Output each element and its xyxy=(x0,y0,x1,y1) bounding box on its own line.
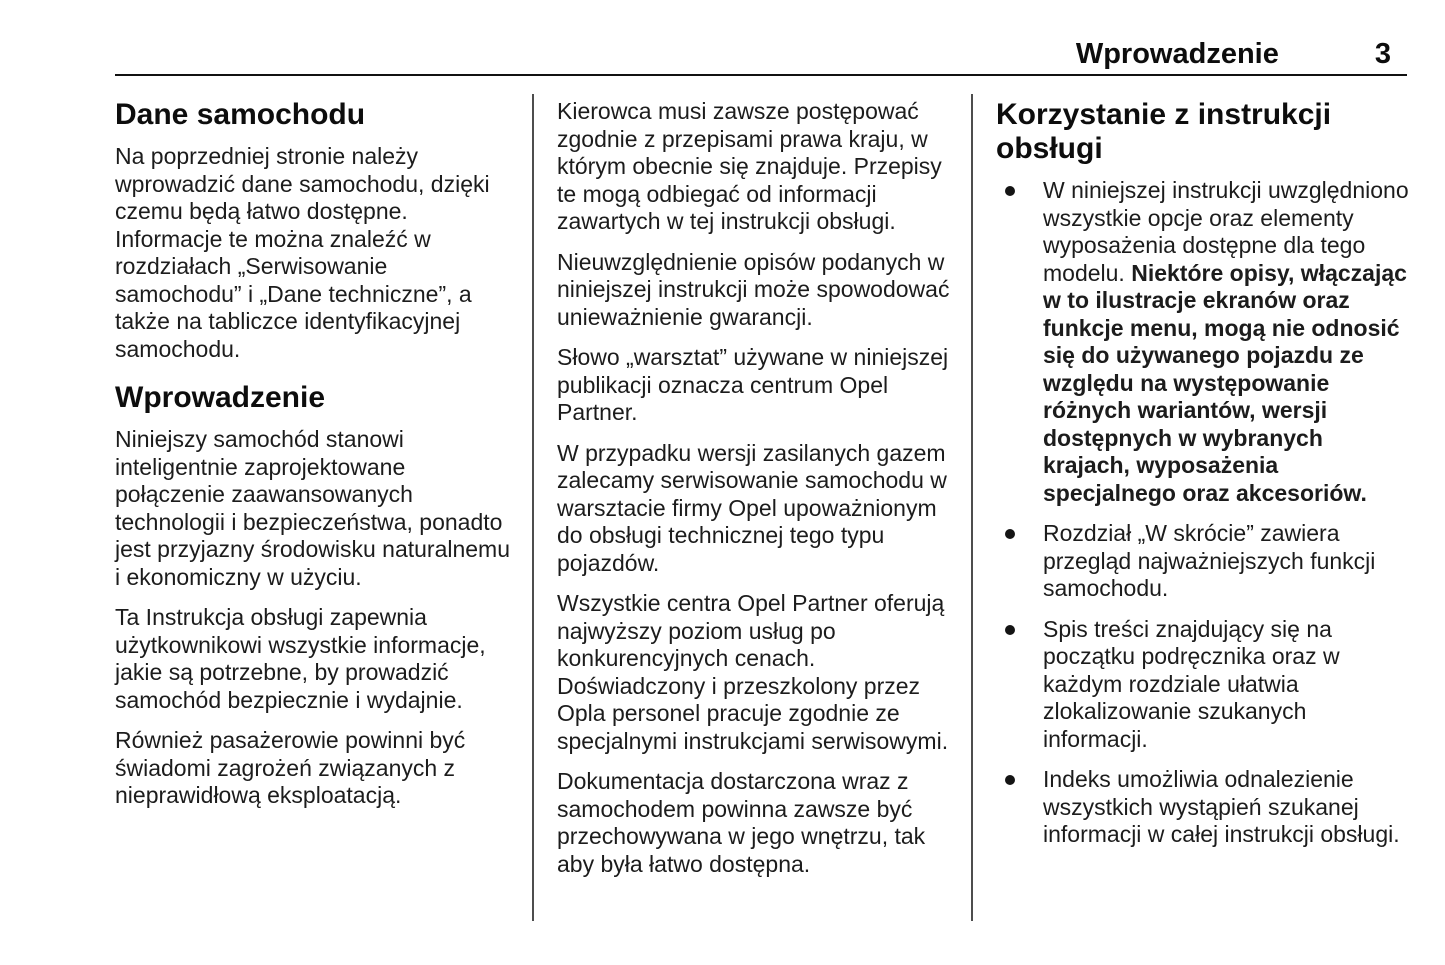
page-header xyxy=(115,38,1405,71)
section-heading: Wprowadzenie xyxy=(115,381,326,414)
page-number: 3 xyxy=(1374,38,1391,70)
bullet-item xyxy=(996,520,1414,603)
text-run: Spis treści znajdujący się na początku podręcznika oraz w każdym rozdziale ułatwia zlokalizowanie szukanych informacji. xyxy=(1043,615,1340,752)
column-middle xyxy=(557,98,961,891)
paragraph: Niniejszy samochód stanowi inteligentnie zaprojektowane połączenie zaawansowanych technologii i bezpieczeństwa, ponadto jest przyjazny środowisku naturalnemu i ekonomiczny w użyciu. xyxy=(115,426,511,590)
bullet-icon xyxy=(1005,529,1015,539)
paragraph: Nieuwzględnienie opisów podanych w niniejszej instrukcji może spowodować unieważnienie gwarancji. xyxy=(557,248,950,330)
column-right xyxy=(996,98,1414,862)
header-rule xyxy=(115,74,1407,76)
paragraph: Również pasażerowie powinni być świadomi zagrożeń związanych z nieprawidłową eksploatacją. xyxy=(115,727,466,808)
bullet-text xyxy=(1043,616,1414,754)
section-heading: Korzystanie z instrukcji obsługi xyxy=(996,98,1332,165)
running-title: Wprowadzenie xyxy=(1075,38,1279,70)
column-divider-2 xyxy=(971,94,973,921)
bullet-icon xyxy=(1005,775,1015,785)
bullet-icon xyxy=(1005,186,1015,196)
paragraph: W przypadku wersji zasilanych gazem zalecamy serwisowanie samochodu w warsztacie firmy Opel upoważnionym do obsługi technicznej tego typu pojazdów. xyxy=(557,439,947,576)
bullet-icon xyxy=(1005,625,1015,635)
paragraph: Kierowca musi zawsze postępować zgodnie z przepisami prawa kraju, w którym obecnie się znajduje. Przepisy te mogą odbiegać od informacji zawartych w tej instrukcji obsługi. xyxy=(557,98,942,234)
paragraph: Dokumentacja dostarczona wraz z samochodem powinna zawsze być przechowywana w jego wnętrzu, tak aby była łatwo dostępna. xyxy=(557,768,926,877)
text-run: W niniejszej instrukcji uwzględniono wszystkie opcje oraz elementy wyposażenia dostępne dla tego modelu. xyxy=(1043,177,1409,286)
bullet-item xyxy=(996,766,1414,849)
bullet-item xyxy=(996,616,1414,754)
bullet-item xyxy=(996,177,1414,507)
section-heading: Dane samochodu xyxy=(115,98,366,131)
bullet-text xyxy=(1043,520,1414,603)
column-divider-1 xyxy=(532,94,534,921)
text-run: Rozdział „W skrócie” zawiera przegląd najważniejszych funkcji samochodu. xyxy=(1043,520,1376,601)
text-run: Indeks umożliwia odnalezienie wszystkich wystąpień szukanej informacji w całej instrukcji obsługi. xyxy=(1043,766,1400,847)
paragraph: Wszystkie centra Opel Partner oferują najwyższy poziom usług po konkurencyjnych cenach. Doświadczony i przeszkolony przez Opla personel pracuje zgodnie ze specjalnymi instrukcjami serwisowymi. xyxy=(557,590,949,754)
bullet-text xyxy=(1043,766,1414,849)
paragraph: Ta Instrukcja obsługi zapewnia użytkownikowi wszystkie informacje, jakie są potrzebne, by prowadzić samochód bezpiecznie i wydajnie. xyxy=(115,604,486,713)
bullet-text xyxy=(1043,177,1414,507)
bold-text-run: Niektóre opisy, włączając w to ilustracje ekranów oraz funkcje menu, mogą nie odnosić się do używanego pojazdu ze względu na występowanie różnych wariantów, wersji dostępnych w wybranych krajach, wyposażenia specjalnego oraz akcesoriów. xyxy=(1043,259,1407,506)
column-left xyxy=(115,98,517,823)
paragraph: Na poprzedniej stronie należy wprowadzić dane samochodu, dzięki czemu będą łatwo dostępne. Informacje te można znaleźć w rozdziałach „Serwisowanie samochodu” i „Dane techniczne”, a także na tabliczce identyfikacyjnej samochodu. xyxy=(115,143,490,362)
paragraph: Słowo „warsztat” używane w niniejszej publikacji oznacza centrum Opel Partner. xyxy=(557,344,949,425)
